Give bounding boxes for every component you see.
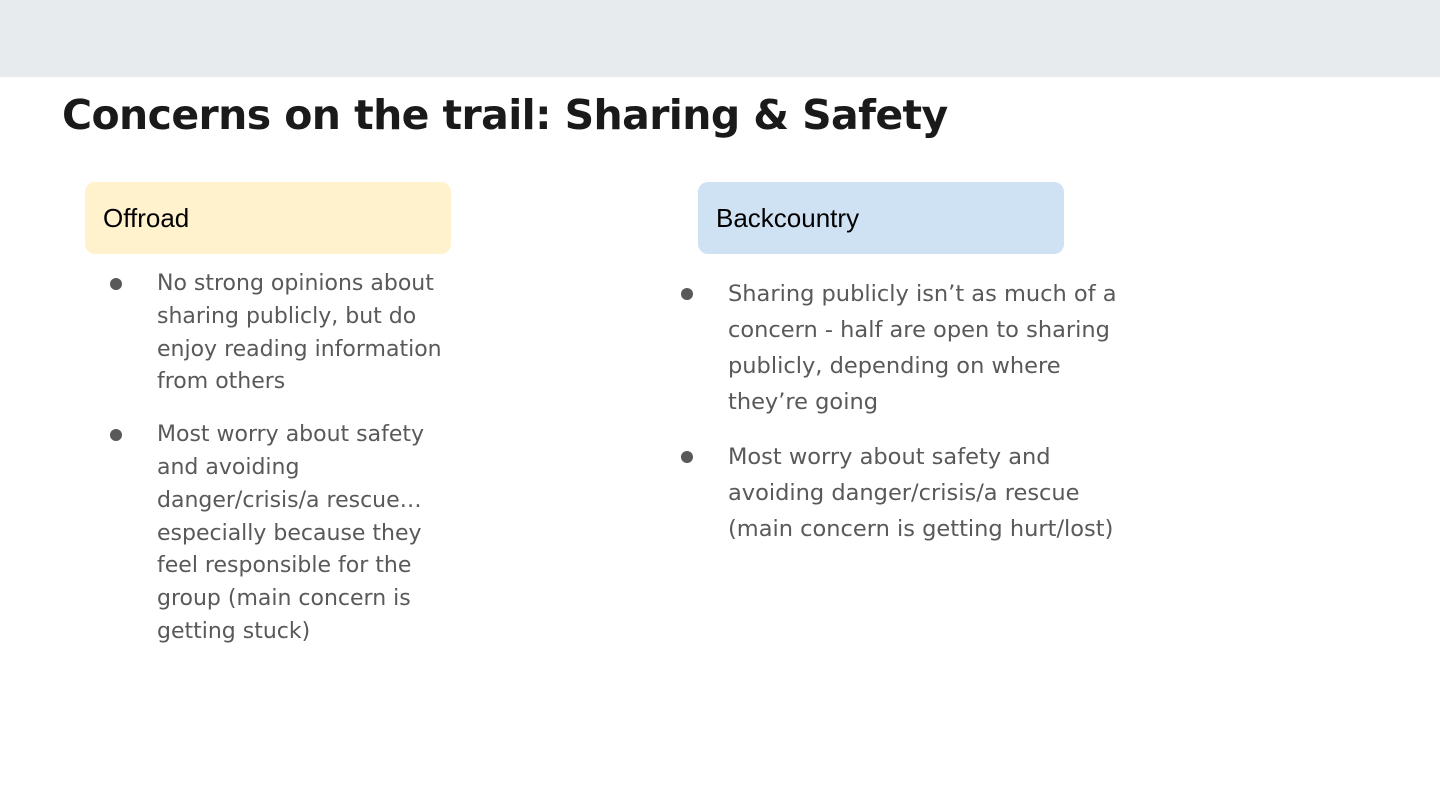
offroad-label — [85, 182, 451, 254]
backcountry-bullet-text: Sharing publicly isn’t as much of a concern - half are open to sharing publicly, depending on where they’re going — [728, 281, 1117, 415]
backcountry-label — [698, 182, 1064, 254]
backcountry-bullet — [728, 276, 1118, 420]
offroad-bullet — [157, 268, 457, 399]
backcountry-bullet-text: Most worry about safety and avoiding danger/crisis/a rescue (main concern is getting hurt/lost) — [728, 444, 1114, 542]
backcountry-bullet — [728, 439, 1118, 547]
offroad-bullet-list — [157, 268, 457, 669]
slide-title: Concerns on the trail: Sharing & Safety — [62, 91, 948, 139]
offroad-bullet — [157, 419, 457, 649]
bullet-dot-icon — [110, 429, 122, 441]
offroad-label-text: Offroad — [103, 202, 190, 233]
header-band — [0, 0, 1440, 77]
offroad-bullet-text: Most worry about safety and avoiding danger/crisis/a rescue…especially because they feel responsible for the group (main concern is getting stuck) — [157, 422, 425, 644]
backcountry-label-text: Backcountry — [716, 202, 860, 233]
bullet-dot-icon — [110, 278, 122, 290]
offroad-bullet-text: No strong opinions about sharing publicly, but do enjoy reading information from others — [157, 271, 442, 395]
bullet-dot-icon — [681, 451, 693, 463]
backcountry-bullet-list — [728, 276, 1118, 566]
bullet-dot-icon — [681, 288, 693, 300]
